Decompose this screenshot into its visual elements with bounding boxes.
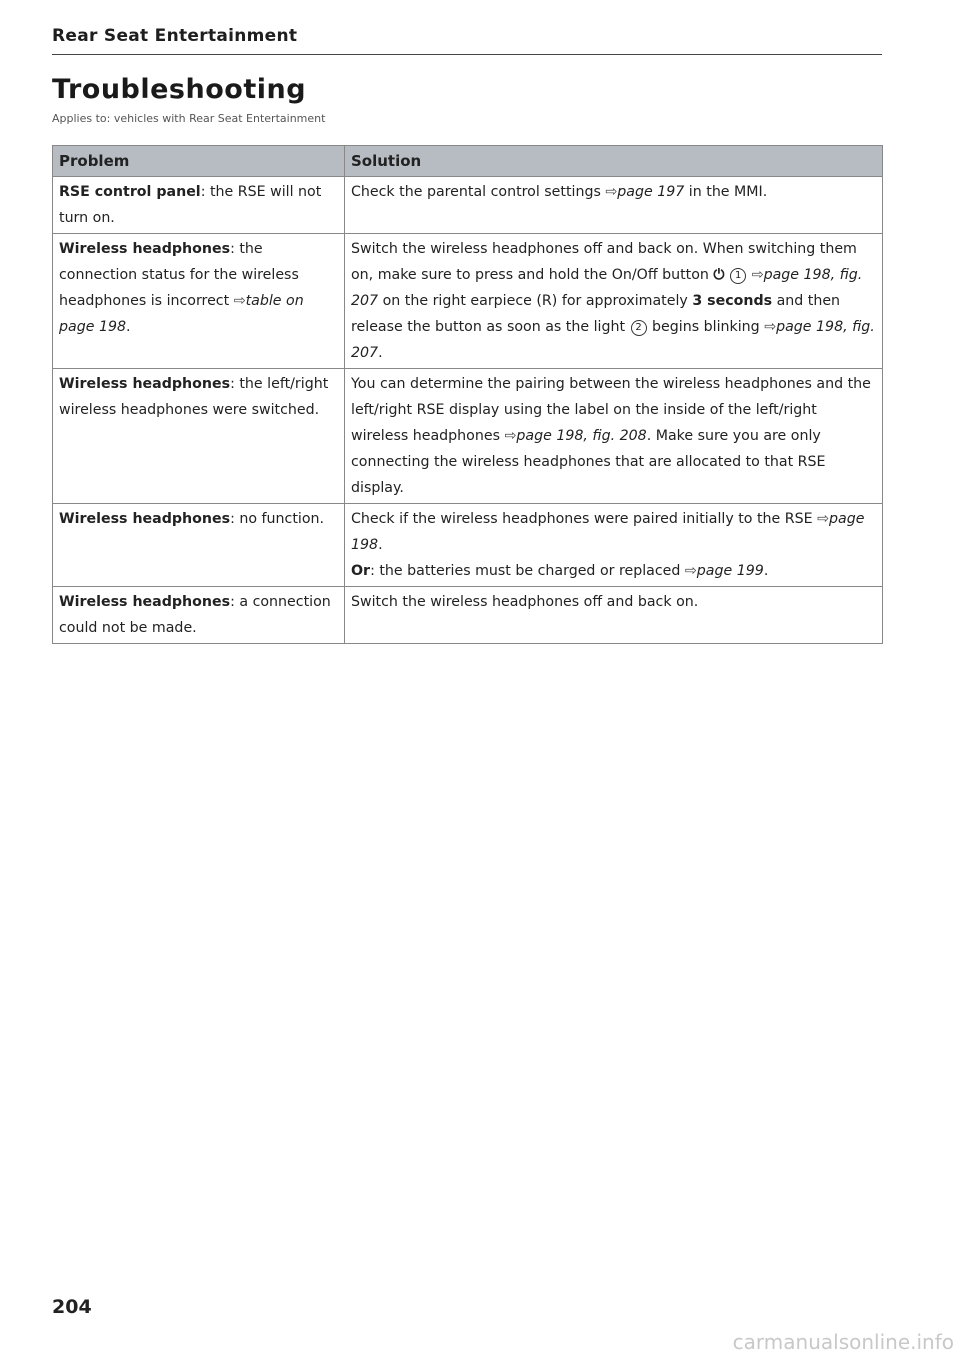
solution-cell (345, 369, 883, 504)
page-reference[interactable]: page 198, fig. 207 (351, 319, 875, 361)
solution-text: Check if the wireless headphones were paired initially to the RSE (351, 511, 818, 527)
problem-text: : the connection status for the wireless headphones is incorrect (59, 241, 299, 309)
table-row (53, 504, 883, 587)
solution-text: . (378, 537, 383, 553)
solution-text: in the MMI. (684, 184, 768, 200)
solution-text: : the batteries must be charged or replaced (370, 563, 685, 579)
page-ref-arrow-icon: ⇨ (684, 563, 697, 579)
problem-subject: Wireless headphones (59, 376, 231, 392)
page-number: 204 (52, 1296, 92, 1318)
solution-text: . (763, 563, 769, 579)
table-header-row (53, 146, 883, 177)
problem-cell (53, 504, 345, 587)
page-ref-arrow-icon: ⇨ (817, 511, 830, 527)
problem-cell (53, 177, 345, 234)
solution-text: on the right earpiece (R) for approximately (378, 293, 693, 309)
table-row (53, 234, 883, 369)
solution-text: Switch the wireless headphones off and back on. When switching them on, make sure to press and hold the On/Off button (351, 241, 857, 283)
problem-cell (53, 234, 345, 369)
table-row (53, 587, 883, 644)
solution-text: . Make sure you are only connecting the wireless headphones that are allocated to that RSE display. (351, 428, 826, 496)
page-reference[interactable]: page 198, fig. 207 (351, 267, 863, 309)
problem-subject: Wireless headphones (59, 594, 231, 610)
or-label: Or (351, 563, 371, 579)
solution-text: You can determine the pairing between the wireless headphones and the left/right RSE display using the label on the inside of the left/right wireless headphones (351, 376, 871, 444)
problem-text: : the RSE will not turn on. (59, 184, 322, 226)
solution-text: . (378, 345, 383, 361)
problem-subject: Wireless headphones (59, 511, 231, 527)
page-ref-arrow-icon: ⇨ (233, 293, 246, 309)
watermark: carmanualsonline.info (732, 1330, 954, 1354)
section-header: Rear Seat Entertainment (52, 26, 882, 55)
duration-emphasis: 3 seconds (692, 293, 773, 309)
applies-to-note: Applies to: vehicles with Rear Seat Entertainment (52, 112, 326, 125)
problem-text: . (126, 319, 131, 335)
callout-2-icon: 2 (631, 320, 647, 336)
header-problem: Problem (53, 146, 345, 177)
page-ref-arrow-icon: ⇨ (504, 428, 517, 444)
page-ref-arrow-icon: ⇨ (764, 319, 777, 335)
page-reference[interactable]: page 199 (696, 563, 764, 579)
problem-cell (53, 587, 345, 644)
solution-text: begins blinking (647, 319, 765, 335)
solution-text: Switch the wireless headphones off and back on. (351, 594, 699, 610)
solution-text: and then release the button as soon as the light (351, 293, 841, 335)
page-reference[interactable]: page 198, fig. 208 (516, 428, 647, 444)
problem-cell (53, 369, 345, 504)
power-button-icon: ⏻ (713, 267, 725, 283)
page-title: Troubleshooting (52, 74, 307, 105)
problem-text: : a connection could not be made. (59, 594, 331, 636)
page-ref-arrow-icon: ⇨ (751, 267, 764, 283)
callout-1-icon: 1 (730, 268, 746, 284)
solution-cell (345, 234, 883, 369)
solution-cell (345, 177, 883, 234)
solution-cell (345, 587, 883, 644)
problem-subject: Wireless headphones (59, 241, 231, 257)
table-row (53, 177, 883, 234)
problem-subject: RSE control panel (59, 184, 201, 200)
troubleshooting-table (52, 145, 883, 644)
problem-text: : no function. (230, 511, 325, 527)
header-solution: Solution (345, 146, 883, 177)
solution-text: Check the parental control settings (351, 184, 606, 200)
page-reference[interactable]: page 198 (351, 511, 865, 553)
table-row (53, 369, 883, 504)
solution-cell (345, 504, 883, 587)
problem-text: : the left/right wireless headphones were switched. (59, 376, 329, 418)
page-reference[interactable]: page 197 (617, 184, 685, 200)
page-reference[interactable]: table on page 198 (59, 293, 304, 335)
page-ref-arrow-icon: ⇨ (605, 184, 618, 200)
